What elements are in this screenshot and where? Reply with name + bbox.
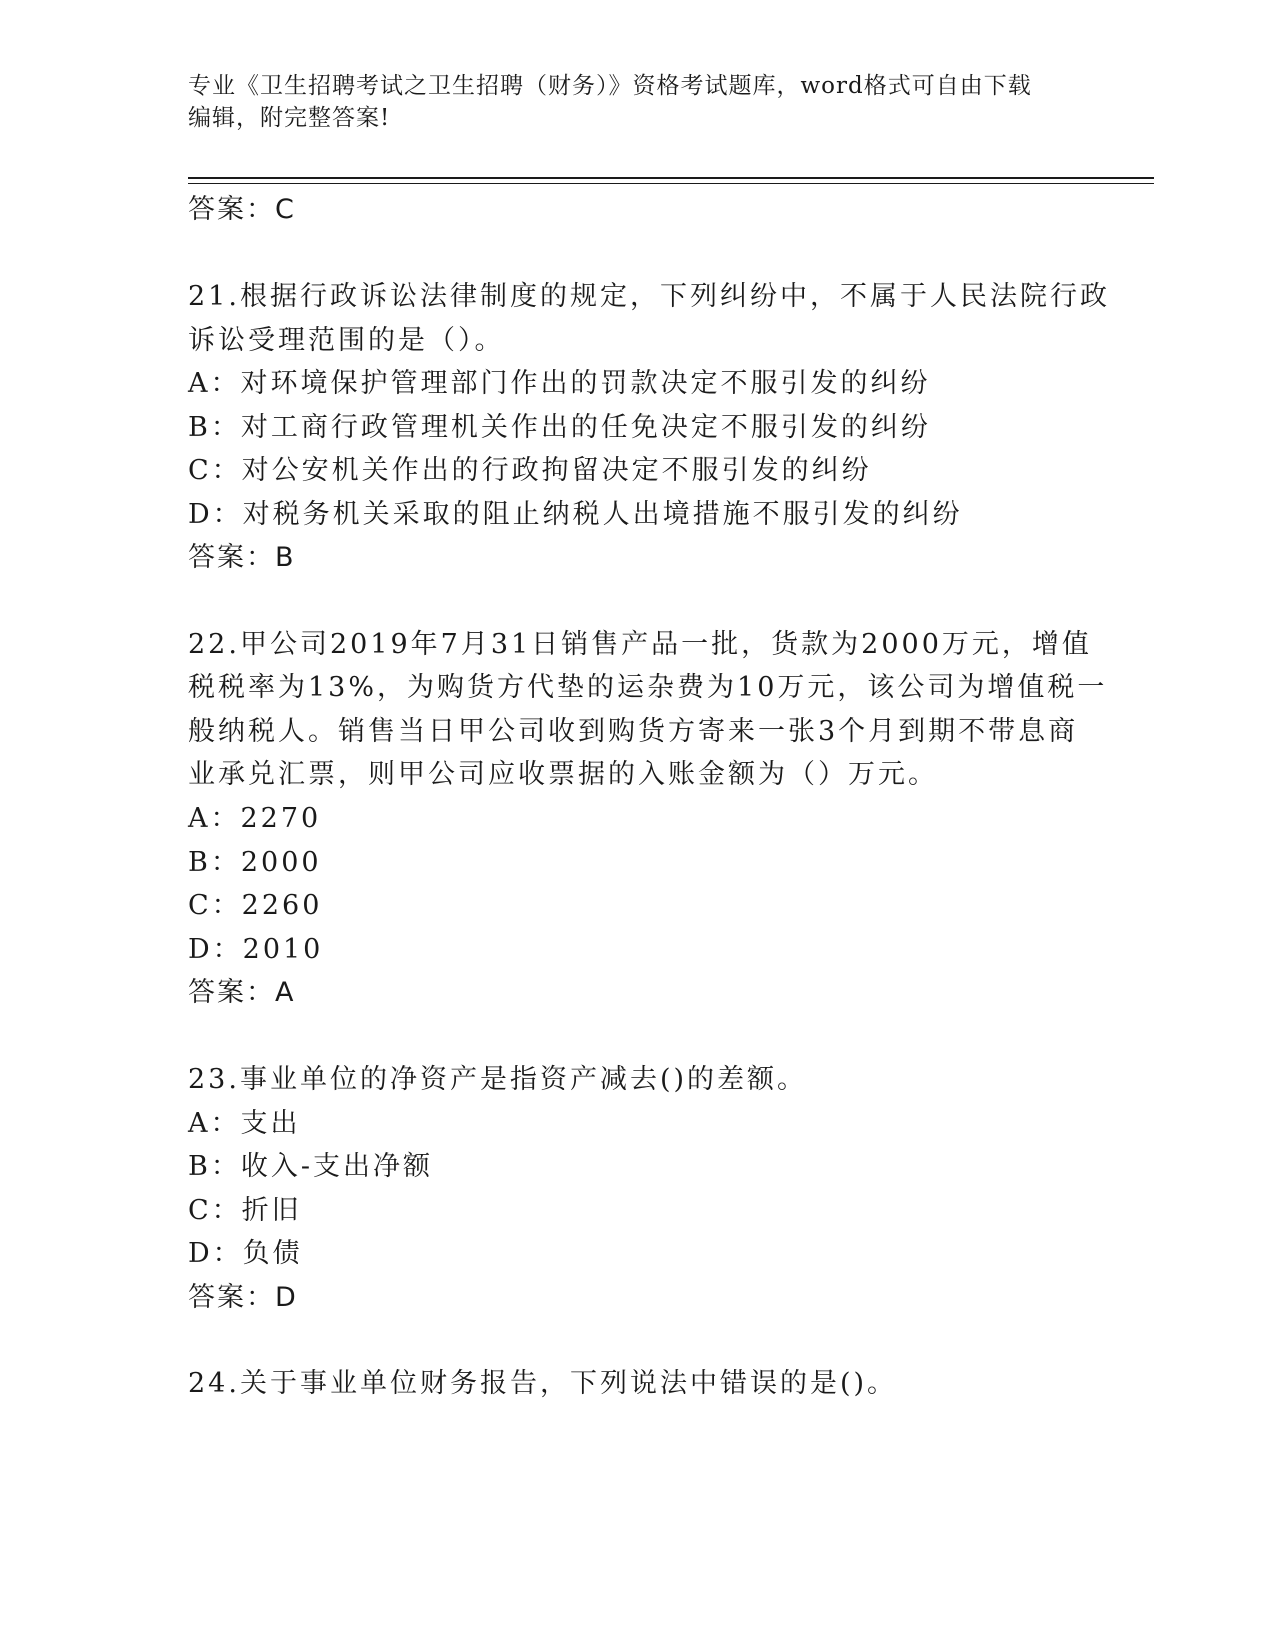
option-b: B：收入-支出净额	[188, 1151, 433, 1182]
header-line-1: 专业《卫生招聘考试之卫生招聘（财务）》资格考试题库，word格式可自由下载	[188, 73, 1032, 99]
question-stem-line: 般纳税人。销售当日甲公司收到购货方寄来一张3个月到期不带息商	[188, 716, 1079, 747]
option-c: C：折旧	[188, 1195, 302, 1226]
answer: 答案：A	[188, 977, 296, 1008]
question-stem-line: 23.事业单位的净资产是指资产减去()的差额。	[188, 1064, 808, 1095]
answer: 答案：D	[188, 1282, 298, 1313]
document-header	[188, 70, 1088, 134]
option-d: D：2010	[188, 934, 324, 965]
option-c: C：2260	[188, 890, 323, 921]
question-stem-line: 诉讼受理范围的是（）。	[188, 325, 505, 356]
header-divider-thin	[188, 183, 1154, 184]
option-a: A：支出	[188, 1108, 301, 1139]
option-d: D：负债	[188, 1238, 303, 1269]
option-b: B：2000	[188, 847, 322, 878]
option-c: C：对公安机关作出的行政拘留决定不服引发的纠纷	[188, 455, 872, 486]
option-d: D：对税务机关采取的阻止纳税人出境措施不服引发的纠纷	[188, 499, 963, 530]
question-stem-line: 业承兑汇票，则甲公司应收票据的入账金额为（）万元。	[188, 759, 938, 790]
answer-prev: 答案：C	[188, 194, 296, 225]
option-b: B：对工商行政管理机关作出的任免决定不服引发的纠纷	[188, 412, 931, 443]
question-stem-line: 24.关于事业单位财务报告，下列说法中错误的是()。	[188, 1368, 898, 1399]
question-stem-line: 22.甲公司2019年7月31日销售产品一批，货款为2000万元，增值	[188, 629, 1092, 660]
answer: 答案：B	[188, 542, 296, 573]
question-stem-line: 21.根据行政诉讼法律制度的规定，下列纠纷中，不属于人民法院行政	[188, 281, 1110, 312]
option-a: A：2270	[188, 803, 322, 834]
option-a: A：对环境保护管理部门作出的罚款决定不服引发的纠纷	[188, 368, 931, 399]
header-divider-thick	[188, 177, 1154, 179]
question-stem-line: 税税率为13%，为购货方代垫的运杂费为10万元，该公司为增值税一	[188, 672, 1108, 703]
header-line-2: 编辑，附完整答案!	[188, 105, 391, 131]
